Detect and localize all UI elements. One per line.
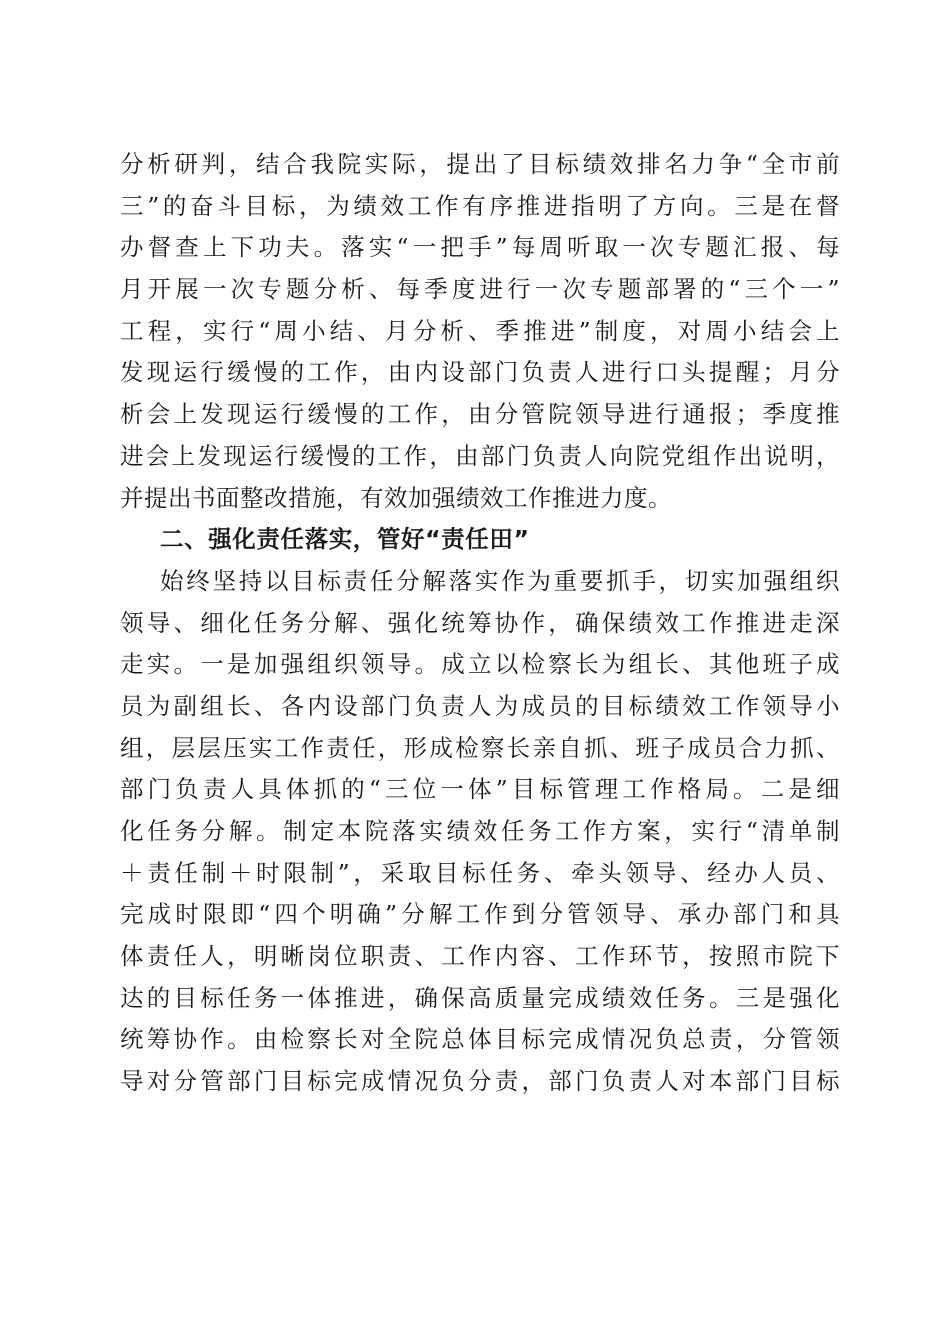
text-line: 三”的奋斗目标，为绩效工作有序推进指明了方向。三是在督	[120, 191, 840, 220]
text-line: 发现运行缓慢的工作，由内设部门负责人进行口头提醒；月分	[120, 358, 840, 387]
text-line: 办督查上下功夫。落实“一把手”每周听取一次专题汇报、每	[120, 233, 840, 262]
text-line: 组，层层压实工作责任，形成检察长亲自抓、班子成员合力抓、	[120, 733, 840, 762]
text-line: 化任务分解。制定本院落实绩效任务工作方案，实行“清单制	[120, 817, 840, 845]
document-body	[120, 144, 840, 1103]
text-line: 达的目标任务一体推进，确保高质量完成绩效任务。三是强化	[120, 983, 840, 1012]
text-line: 月开展一次专题分析、每季度进行一次专题部署的“三个一”	[120, 275, 840, 304]
paragraph-continuation	[120, 144, 840, 519]
text-line: 体责任人，明晰岗位职责、工作内容、工作环节，按照市院下	[120, 942, 840, 971]
text-line: 员为副组长、各内设部门负责人为成员的目标绩效工作领导小	[120, 691, 840, 720]
section-heading: 二、强化责任落实，管好“责任田”	[160, 525, 530, 554]
paragraph-section-two	[120, 561, 840, 1103]
text-line: 完成时限即“四个明确”分解工作到分管领导、承办部门和具	[120, 900, 840, 929]
text-line: 工程，实行“周小结、月分析、季推进”制度，对周小结会上	[120, 316, 840, 345]
text-line: 分析研判，结合我院实际，提出了目标绩效排名力争“全市前	[120, 150, 840, 178]
text-line: 始终坚持以目标责任分解落实作为重要抓手，切实加强组织	[160, 566, 840, 595]
text-line: 进会上发现运行缓慢的工作，由部门负责人向院党组作出说明，	[120, 441, 840, 470]
text-line: ＋责任制＋时限制”，采取目标任务、牵头领导、经办人员、	[120, 858, 840, 887]
text-line: 部门负责人具体抓的“三位一体”目标管理工作格局。二是细	[120, 775, 840, 804]
text-line: 导对分管部门目标完成情况负分责，部门负责人对本部门目标	[120, 1067, 840, 1096]
text-line: 统筹协作。由检察长对全院总体目标完成情况负总责，分管领	[120, 1025, 840, 1054]
text-line: 走实。一是加强组织领导。成立以检察长为组长、其他班子成	[120, 650, 840, 679]
text-line: 领导、细化任务分解、强化统筹协作，确保绩效工作推进走深	[120, 608, 840, 637]
text-line: 析会上发现运行缓慢的工作，由分管院领导进行通报；季度推	[120, 400, 840, 429]
text-line: 并提出书面整改措施，有效加强绩效工作推进力度。	[120, 483, 672, 512]
